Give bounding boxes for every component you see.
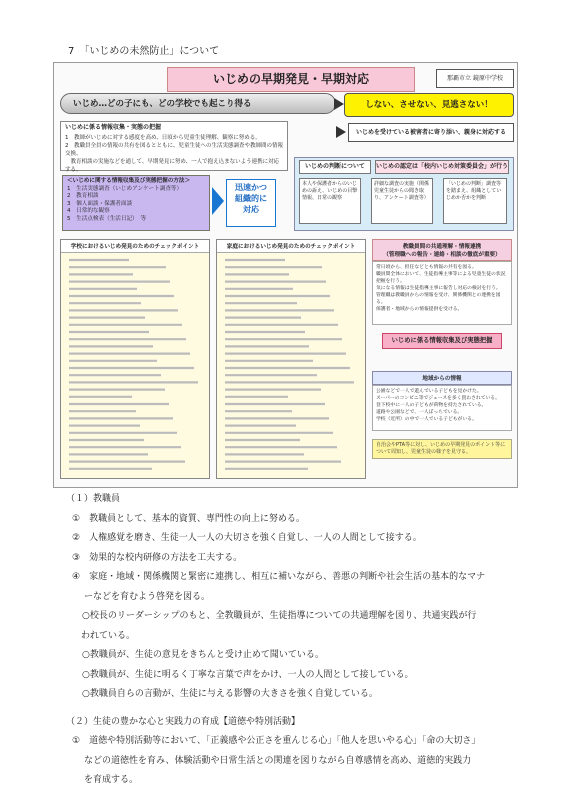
checklist-lines [221,255,361,475]
methods-heading: ＜いじめに関する情報収集及び実態把握の方法＞ [67,178,191,184]
teacher-items [66,510,526,705]
section-title: 7 「いじめの未然防止」について [68,46,220,57]
local-line: 登下校中に一人の子どもが荷物を持たされている。 [376,403,487,408]
arrow-right-icon [334,98,344,110]
body-line: ① 道徳や特別活動等において、「正義感や公正さを重んじる心」「他人を思いやる心」「命の大切さ」 [72,736,481,746]
support-box: いじめを受けている被害者に寄り添い、親身に対応する [348,123,514,142]
school-name: 那覇市立 鏡原中学校 [436,69,514,88]
method-item: 1 生活実態調査（いじめアンケート調査等） [67,185,183,192]
info-box [60,121,288,171]
method-item: 3 個人面談・保護者面談 [67,200,133,207]
section-heading: （１）教職員 [66,494,121,504]
info-line: 1 教師がいじめに対する感度を高め、日頃から児童生徒理解、観察に努める。 [65,135,261,141]
judgement-section [294,157,514,231]
local-line: 学校（近所）の中で一人でいる子どもがいる。 [376,417,477,422]
body-section [66,490,526,791]
body-line: ② 人権感覚を磨き、生徒一人一人の大切さを強く自覚し、一人の人間として接する。 [72,533,422,543]
rapid-response-box: 迅速かつ 組織的に 対応 [226,179,276,227]
staff-line: 保護者・地域からの情報提供を受ける。 [376,307,463,312]
body-line: ③ 効果的な校内研修の方法を工夫する。 [72,552,243,563]
school-checkpoints-heading: 学校におけるいじめ発見のためのチェックポイント [61,240,209,253]
section-heading: （２）生徒の豊かな心と実践力の育成【道徳や特別活動】 [66,716,301,727]
info-line: 教育相談の実施などを通して、早期発見に努め、一人で抱え込まないよう連携に対応する。 [65,159,280,173]
moral-items [66,732,526,791]
staff-line: 気になる情報は生徒指導主事に報告し対応の検討を行う。 [376,286,501,291]
judge-step: 「いじめの判断」調査等を踏まえ、組織としていじめか否かを判断 [443,178,507,224]
body-line: ーなどを育むよう啓発を図る。 [66,591,211,602]
arrow-right-icon [336,126,346,138]
info-heading: いじめに係る情報収集・実態の把握 [65,124,162,131]
judge-heading: いじめの判断について [299,160,371,174]
judge-step: 詳細な調査の実施（関係児童生徒からの聞き取り、アンケート調査等） [371,178,433,224]
body-line: ○校長のリーダーシップのもと、全教職員が、生徒指導についての共通理解を図り、共通実践が行 [82,611,477,621]
local-line: 公園などで一人で遊んでいる子どもを見かけた。 [376,389,482,394]
arrow-right-icon [212,187,224,215]
judge-step: 本人や保護者からのいじめの訴え、いじめの目撃情報、日常の観察 [299,178,361,224]
checklist-lines [65,255,205,475]
body-line: などの道徳性を育み、体験活動や日常生活との関連を図りながら自尊感情を高め、道徳的実践力 [66,755,472,766]
local-heading: 地域からの情報 [372,371,512,385]
committee-heading: いじめの認定は「校内いじめ対策委員会」が行う [375,160,509,174]
staff-line: 常日頃から、担任などとも情報の共有を図る。 [376,265,477,270]
info-collection-box: いじめに係る情報収集及び実態把握 [382,333,502,349]
body-line: を育成する。 [66,775,139,785]
banner: いじめ…どの子にも、どの学校でも起こり得る [60,93,336,114]
local-line: 道路や公園などで、一人ぼっちでいる。 [376,410,463,415]
body-line: ① 教職員として、基本的資質、専門性の向上に努める。 [72,513,305,524]
slogan: しない、させない、見逃さない！ [344,93,514,117]
method-item: 2 教育相談 [67,193,99,200]
checkpoint-lines [61,253,209,480]
info-line: 2 教職員全員の情報の共有を図るとともに、児童生徒への生活実態調査や教師間の情報交換、 [65,143,284,157]
body-line: ○教職員が、生徒の意見をきちんと受け止めて聞いている。 [82,650,324,660]
staff-heading: 教職員間の共通理解・情報連携 （管理職への報告・連絡・相談の徹底が重要） [372,239,512,261]
method-item: 5 生活点検表（生活日記） 等 [67,215,147,222]
staff-line: 管理職は教職員からの情報を受け、関係機関との連携を図る。 [376,293,501,305]
body-line: ○教職員が、生徒に明るく丁寧な言葉で声をかけ、一人の人間として接している。 [82,669,414,680]
staff-lines [372,261,512,325]
flow-diagram [53,62,518,488]
staff-line: 職員間全体において、生徒指導主事等による児童生徒の状況把握を行う。 [376,272,506,284]
method-item: 4 日常的な観察 [67,208,110,215]
pta-note: 自治会やPTA等に対し、いじめの早期発見のポイント等について周知し、児童生徒の様子を見守る。 [372,439,512,459]
body-line: ○教職員自らの言動が、生徒に与える影響の大きさを強く自覚している。 [82,689,378,699]
local-lines [372,385,512,431]
staff-column [372,239,512,479]
methods-box [62,175,210,231]
diagram-title: いじめの早期発見・早期対応 [167,67,415,92]
checkpoint-lines [217,253,365,480]
body-line: ④ 家庭・地域・関係機関と緊密に連携し、相互に補いながら、善悪の判断や社会生活の基本的なマナ [72,572,486,582]
home-checkpoints-panel [216,239,366,479]
local-line: スーパーのコンビニ等でジュースを多く買わされている。 [376,396,500,401]
home-checkpoints-heading: 家庭におけるいじめ発見のためのチェックポイント [217,240,365,253]
body-line: われている。 [72,630,136,641]
school-checkpoints-panel [60,239,210,479]
